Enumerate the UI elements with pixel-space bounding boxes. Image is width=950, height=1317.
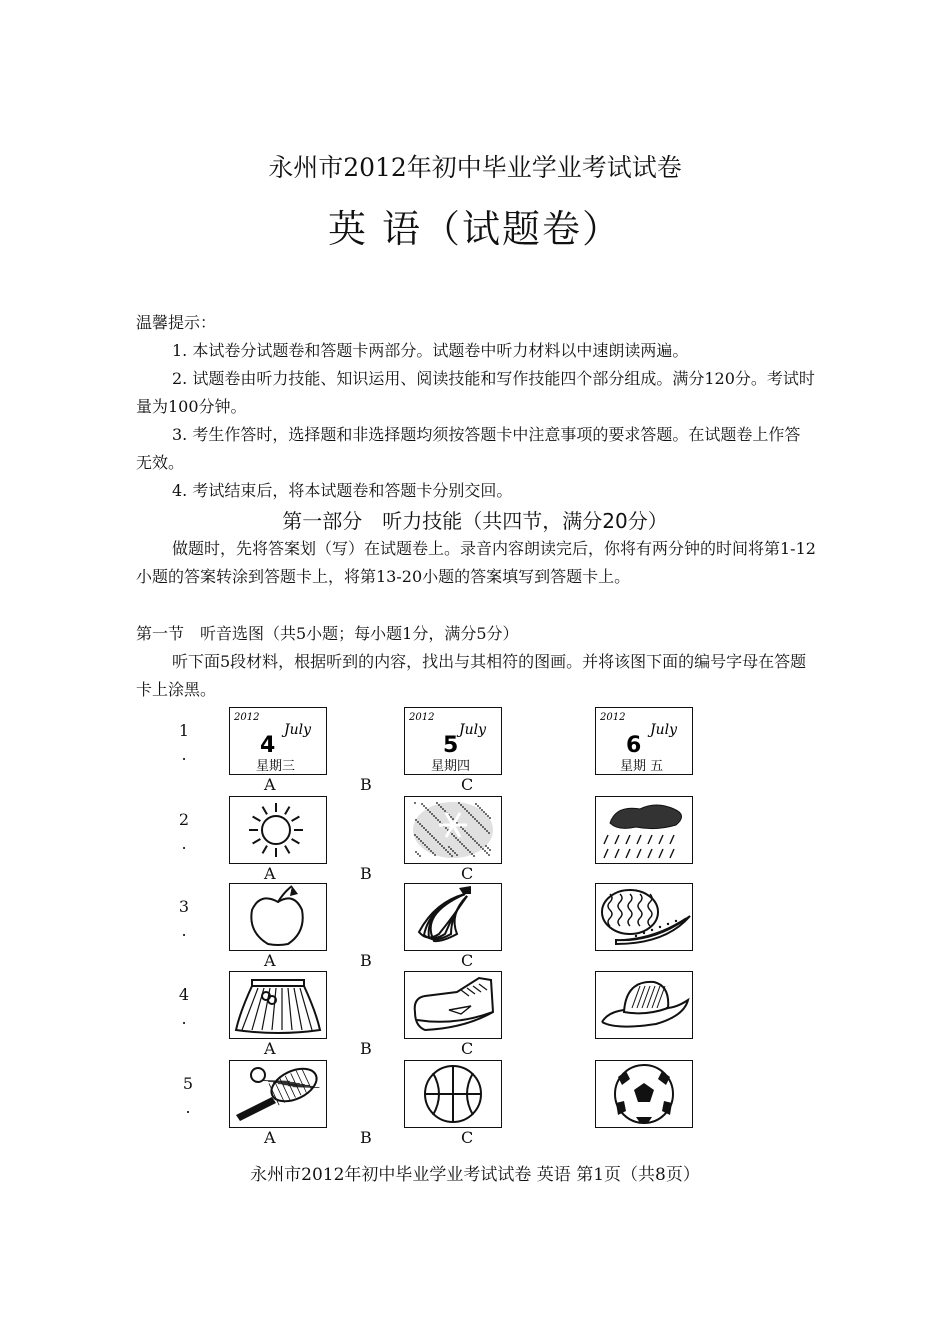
question-number (174, 895, 194, 943)
notice-heading: 温馨提示： (136, 313, 217, 332)
calendar-year: 2012 (409, 712, 435, 723)
notice-item-4: 4. 考试结束后，将本试题卷和答题卡分别交回。 (172, 481, 513, 500)
calendar-weekday: 星期 五 (620, 759, 664, 774)
option-label-b: B (360, 951, 372, 970)
question-number-dot: . (181, 745, 187, 764)
option-picture (229, 1060, 327, 1128)
option-picture (229, 883, 327, 951)
basketball-icon (405, 1061, 501, 1127)
option-picture (595, 1060, 693, 1128)
rain-cloud-icon (596, 797, 692, 863)
soccer-ball-icon (596, 1061, 692, 1127)
option-label-a: A (264, 775, 276, 794)
notice-item-2: 2. 试题卷由听力技能、知识运用、阅读技能和写作技能四个部分组成。满分120分。考试时量为100分钟。 (136, 369, 815, 416)
part1-instruction: 做题时，先将答案划（写）在试题卷上。录音内容朗读完后，你将有两分钟的时间将第1-12小题的答案转涂到答题卡上，将第13-20小题的答案填写到答题卡上。 (136, 539, 816, 586)
calendar-day: 6 (626, 733, 642, 758)
option-picture (595, 707, 693, 775)
option-picture (404, 971, 502, 1039)
tennis-racket-icon (230, 1061, 326, 1127)
section1-instruction: 听下面5段材料，根据听到的内容，找出与其相符的图画。并将该图下面的编号字母在答题卡上涂黑。 (136, 652, 807, 699)
calendar-icon (405, 708, 501, 774)
question-number-digit: 3 (178, 897, 190, 916)
option-label-c: C (461, 1128, 474, 1147)
option-label-c: C (461, 775, 474, 794)
calendar-icon (596, 708, 692, 774)
calendar-month: July (459, 722, 487, 738)
apple-icon (230, 884, 326, 950)
option-label-b: B (360, 1039, 372, 1058)
question-number-dot: . (185, 1098, 191, 1117)
question-number (178, 1072, 198, 1120)
snow-icon (405, 797, 501, 863)
section1-title: 第一节 听音选图（共5小题；每小题1分，满分5分） (136, 624, 519, 643)
calendar-day: 5 (443, 733, 459, 758)
option-label-c: C (461, 864, 474, 883)
calendar-year: 2012 (234, 712, 260, 723)
notice-item-1: 1. 本试卷分试题卷和答题卡两部分。试题卷中听力材料以中速朗读两遍。 (172, 341, 689, 360)
exam-title: 永州市2012年初中毕业学业考试试卷 (268, 153, 682, 182)
bananas-icon (405, 884, 501, 950)
option-picture (595, 796, 693, 864)
option-label-c: C (461, 951, 474, 970)
option-label-a: A (264, 1128, 276, 1147)
calendar-icon (230, 708, 326, 774)
question-number-digit: 2 (178, 810, 190, 829)
exam-subject-title: 英 语（试题卷） (327, 207, 623, 251)
skirt-icon (230, 972, 326, 1038)
option-label-b: B (360, 1128, 372, 1147)
question-number-digit: 4 (178, 985, 190, 1004)
calendar-year: 2012 (600, 712, 626, 723)
question-number (174, 983, 194, 1031)
question-number (174, 808, 194, 856)
question-number-digit: 1 (178, 721, 190, 740)
sun-icon (230, 797, 326, 863)
option-label-c: C (461, 1039, 474, 1058)
hat-icon (596, 972, 692, 1038)
sneaker-icon (405, 972, 501, 1038)
option-picture (229, 796, 327, 864)
option-picture (595, 971, 693, 1039)
option-picture (595, 883, 693, 951)
question-number-dot: . (181, 834, 187, 853)
question-number-dot: . (181, 921, 187, 940)
question-number-dot: . (181, 1009, 187, 1028)
option-label-a: A (264, 951, 276, 970)
option-picture (404, 796, 502, 864)
option-label-a: A (264, 864, 276, 883)
notice-item-3: 3. 考生作答时，选择题和非选择题均须按答题卡中注意事项的要求答题。在试题卷上作答无效。 (136, 425, 801, 472)
watermelon-icon (596, 884, 692, 950)
calendar-weekday: 星期三 (256, 759, 296, 774)
option-picture (404, 707, 502, 775)
calendar-month: July (650, 722, 678, 738)
option-picture (229, 971, 327, 1039)
option-picture (404, 1060, 502, 1128)
calendar-weekday: 星期四 (431, 759, 471, 774)
question-number (174, 719, 194, 767)
calendar-day: 4 (260, 733, 276, 758)
page-footer: 永州市2012年初中毕业学业考试试卷 英语 第1页（共8页） (250, 1165, 700, 1185)
option-label-b: B (360, 864, 372, 883)
part1-title: 第一部分 听力技能（共四节，满分20分） (282, 509, 668, 533)
calendar-month: July (284, 722, 312, 738)
question-number-digit: 5 (182, 1074, 194, 1093)
option-label-b: B (360, 775, 372, 794)
option-picture (404, 883, 502, 951)
option-picture (229, 707, 327, 775)
option-label-a: A (264, 1039, 276, 1058)
